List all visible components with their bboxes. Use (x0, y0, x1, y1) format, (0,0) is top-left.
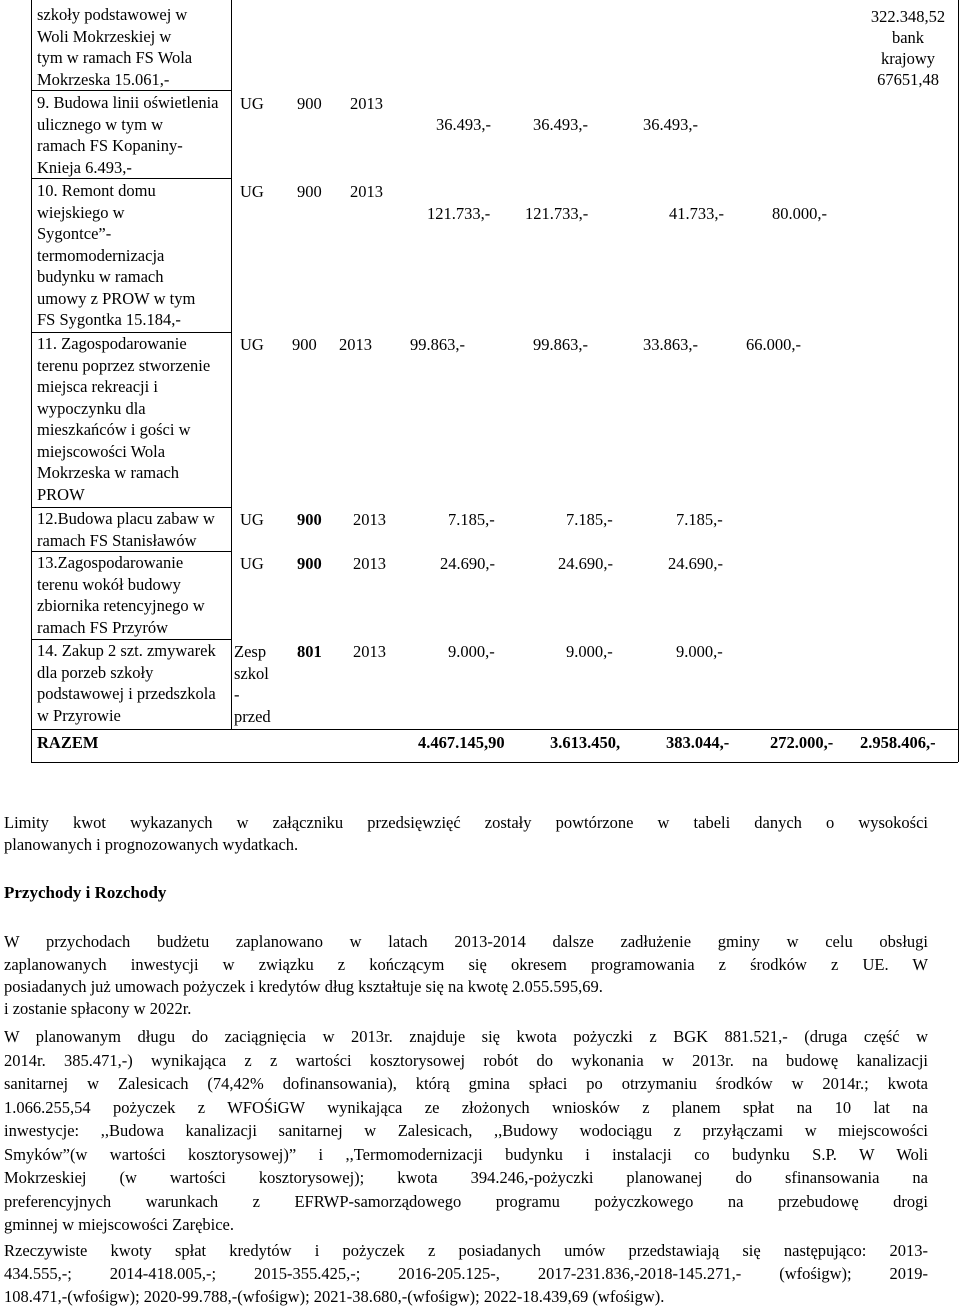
desc-line: podstawowej i przedszkola (37, 684, 216, 703)
desc-line: 10. Remont domu (37, 181, 156, 200)
debt-paragraph-2 (4, 1025, 928, 1237)
desc-line: budynku w ramach (37, 267, 164, 286)
value-cell: 99.863,- (533, 335, 588, 354)
para-line: 108.471,-(wfośigw); 2020-99.788,-(wfośigw); 2021-38.680,-(wfośigw); 2022-18.439,69 (wfośigw). (4, 1287, 665, 1306)
bank-note-label: krajowy (880, 49, 936, 68)
year-cell: 2013 (350, 94, 383, 113)
value-cell: 7.185,- (566, 510, 613, 529)
value-cell: 24.690,- (668, 554, 723, 573)
para-line: preferencyjnych warunkach z EFRWP-samorządowego programu pożyczkowego na przebudowę drogi (4, 1191, 928, 1211)
value-cell: 121.733,- (427, 204, 491, 223)
section-cell: 900 (297, 554, 322, 573)
bank-note (870, 6, 946, 90)
value-cell: 36.493,- (436, 115, 491, 134)
desc-line: Sygontce”- (37, 224, 112, 243)
desc-line: 9. Budowa linii oświetlenia (37, 93, 219, 112)
year-cell: 2013 (353, 510, 386, 529)
value-cell: 7.185,- (448, 510, 495, 529)
table-border-right (958, 0, 959, 762)
para-line: sanitarnej w Zalesicach (74,42% dofinansowania), którą gmina spłaci po otrzymaniu środków w 2014r.; kwota (4, 1074, 928, 1093)
table-cell-description (37, 4, 227, 90)
total-value: 272.000,- (770, 733, 834, 752)
value-cell: 24.690,- (440, 554, 495, 573)
para-line: zaplanowanych inwestycji w związku z kończącym się okresem programowania z środków z UE. W (4, 955, 928, 974)
value-cell: 9.000,- (448, 642, 495, 661)
year-cell: 2013 (339, 335, 372, 354)
para-line: 434.555,-; 2014-418.005,-; 2015-355.425,-; 2016-205.125-, 2017-231.836,-2018-145.271,- (wfośigw); 2019- (4, 1264, 928, 1283)
unit-cell (234, 641, 271, 727)
total-value: 383.044,- (666, 733, 730, 752)
table-row-line (31, 178, 231, 179)
value-cell: 36.493,- (533, 115, 588, 134)
table-row-line (31, 729, 958, 730)
desc-line: ramach FS Przyrów (37, 617, 169, 637)
desc-line: Knieja 6.493,- (37, 157, 132, 177)
para-line: Limity kwot wykazanych w załączniku przedsięwzięć zostały powtórzone w tabeli danych o wysokości (4, 813, 928, 832)
desc-line: ulicznego w tym w (37, 114, 164, 134)
table-border-bottom (31, 762, 958, 763)
section-cell: 900 (297, 94, 322, 113)
desc-line: mieszkańców i gości w (37, 420, 191, 439)
desc-line: Mokrzeska 15.061,- (37, 69, 170, 89)
para-line: i zostanie spłacony w 2022r. (4, 999, 192, 1018)
table-cell-description (37, 180, 227, 331)
para-line: Mokrzeskiej (w wartości kosztorysowej); kwota 394.246,-pożyczki planowanej do sfinansowania na (4, 1168, 928, 1187)
table-cell-description (37, 552, 227, 638)
table-cell-description (37, 508, 227, 551)
total-value: 3.613.450, (550, 733, 621, 752)
section-cell: 900 (297, 510, 322, 529)
para-line: gminnej w miejscowości Zarębice. (4, 1215, 235, 1234)
value-cell: 121.733,- (525, 204, 589, 223)
desc-line: 11. Zagospodarowanie (37, 334, 187, 353)
section-heading: Przychody i Rozchody (4, 883, 167, 902)
value-cell: 33.863,- (643, 335, 698, 354)
table-cell-description (37, 92, 227, 178)
unit-line: szkol (234, 663, 269, 683)
desc-line: wypoczynku dla (37, 398, 146, 418)
section-cell: 900 (297, 182, 322, 201)
table-border-col1 (231, 0, 232, 729)
value-cell: 24.690,- (558, 554, 613, 573)
desc-line: szkoły podstawowej w (37, 5, 188, 24)
repayment-paragraph (4, 1239, 928, 1308)
table-cell-description (37, 640, 227, 726)
unit-line: - (234, 685, 240, 704)
unit-line: Zesp (234, 642, 267, 661)
debt-paragraph-1 (4, 930, 928, 1020)
desc-line: ramach FS Stanisławów (37, 530, 197, 550)
value-cell: 9.000,- (566, 642, 613, 661)
value-cell: 7.185,- (676, 510, 723, 529)
total-label: RAZEM (37, 733, 99, 752)
desc-line: terenu poprzez stworzenie (37, 355, 211, 375)
desc-line: terenu wokół budowy (37, 574, 181, 594)
value-cell: 66.000,- (746, 335, 801, 354)
unit-line: przed (234, 706, 271, 726)
desc-line: 13.Zagospodarowanie (37, 553, 184, 572)
total-value: 2.958.406,- (860, 733, 936, 752)
unit-cell: UG (240, 510, 264, 529)
unit-cell: UG (240, 182, 264, 201)
bank-note-amount: 67651,48 (877, 70, 939, 89)
value-cell: 41.733,- (669, 204, 724, 223)
unit-cell: UG (240, 94, 264, 113)
value-cell: 9.000,- (676, 642, 723, 661)
desc-line: 14. Zakup 2 szt. zmywarek (37, 641, 216, 660)
desc-line: FS Sygontka 15.184,- (37, 310, 181, 329)
limits-paragraph (4, 812, 928, 855)
para-line: planowanych i prognozowanych wydatkach. (4, 834, 299, 854)
desc-line: miejsca rekreacji i (37, 377, 158, 396)
bank-note-amount: 322.348,52 (870, 7, 946, 26)
desc-line: zbiornika retencyjnego w (37, 596, 205, 615)
desc-line: 12.Budowa placu zabaw w (37, 509, 215, 528)
year-cell: 2013 (350, 182, 383, 201)
desc-line: miejscowości Wola (37, 441, 166, 461)
para-line: 2014r. 385.471,-) wynikająca z z wartości kosztorysowej robót do wykonania w 2013r. na budowę kanalizacji (4, 1050, 928, 1070)
desc-line: termomodernizacja (37, 245, 165, 265)
section-cell: 900 (292, 335, 317, 354)
bank-note-label: bank (891, 28, 925, 47)
para-line: 1.066.255,54 pożyczek z WFOŚiGW wynikająca ze złożonych wniosków z planem spłat na 10 lat na (4, 1097, 928, 1117)
desc-line: dla porzeb szkoły (37, 662, 154, 682)
desc-line: PROW (37, 484, 85, 504)
unit-cell: UG (240, 554, 264, 573)
para-line: inwestycje: ,,Budowa kanalizacji sanitarnej w Zalesicach, ,,Budowy wodociągu z przyłączami w miejscowości (4, 1121, 928, 1140)
total-value: 4.467.145,90 (418, 733, 505, 752)
value-cell: 80.000,- (772, 204, 827, 223)
desc-line: w Przyrowie (37, 705, 121, 725)
para-line: posiadanych już umowach pożyczek i kredytów dług kształtuje się na kwotę 2.055.595,69. (4, 977, 603, 996)
table-row-line (31, 90, 231, 91)
para-line: W przychodach budżetu zaplanowano w latach 2013-2014 dalsze zadłużenie gminy w celu obsługi (4, 932, 928, 951)
para-line: Rzeczywiste kwoty spłat kredytów i pożyczek z posiadanych umów przedstawiają się następująco: 2013- (4, 1241, 928, 1260)
desc-line: Woli Mokrzeskiej w (37, 26, 172, 46)
desc-line: ramach FS Kopaniny- (37, 136, 183, 155)
table-border-left (31, 0, 32, 762)
table-cell-description (37, 333, 227, 505)
para-line: Smyków”(w wartości kosztorysowej)” i ,,Termomodernizacji budynku i instalacji co budynku S.P. W Woli (4, 1144, 928, 1164)
section-cell: 801 (297, 642, 322, 661)
value-cell: 99.863,- (410, 335, 465, 354)
year-cell: 2013 (353, 642, 386, 661)
desc-line: Mokrzeska w ramach (37, 463, 180, 482)
desc-line: umowy z PROW w tym (37, 288, 196, 308)
desc-line: tym w ramach FS Wola (37, 48, 193, 67)
value-cell: 36.493,- (643, 115, 698, 134)
para-line: W planowanym długu do zaciągnięcia w 2013r. znajduje się kwota pożyczki z BGK 881.521,- (druga część w (4, 1027, 928, 1046)
year-cell: 2013 (353, 554, 386, 573)
desc-line: wiejskiego w (37, 202, 125, 222)
unit-cell: UG (240, 335, 264, 354)
